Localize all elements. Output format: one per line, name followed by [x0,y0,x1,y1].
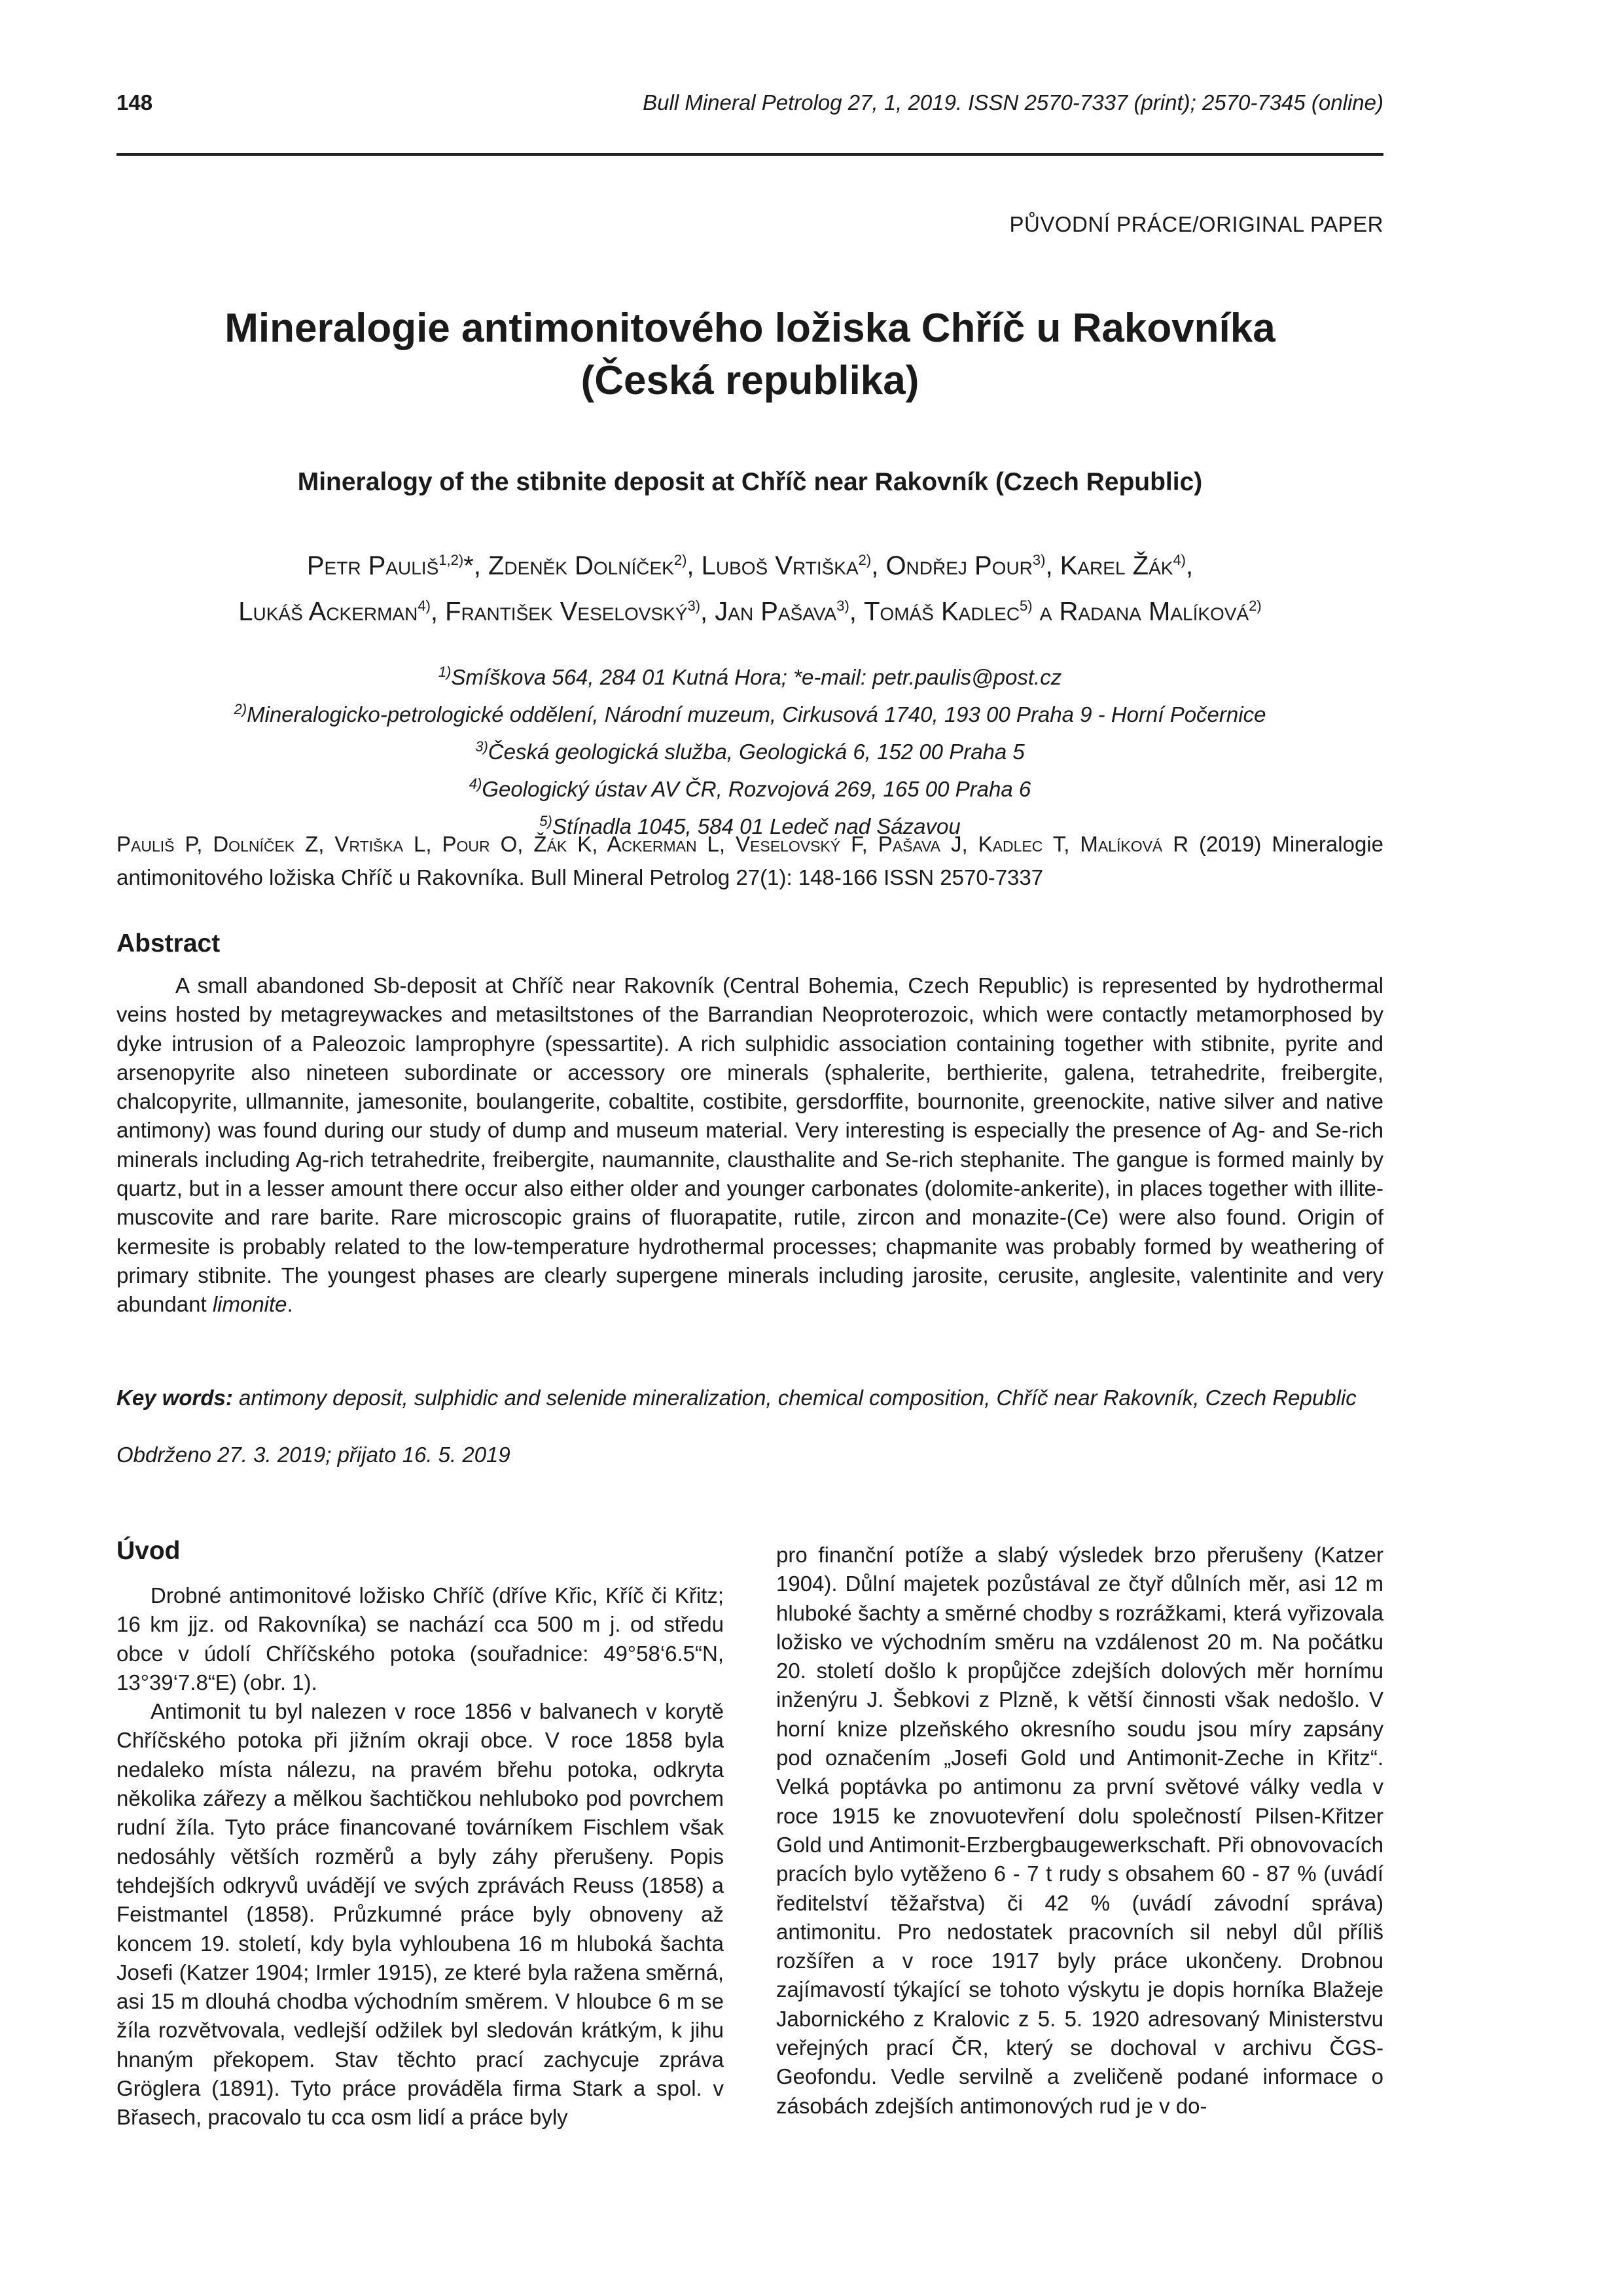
journal-citation-line: Bull Mineral Petrolog 27, 1, 2019. ISSN 2570-7337 (print); 2570-7345 (online) [643,90,1383,115]
paragraph: Antimonit tu byl nalezen v roce 1856 v balvanech v korytě Chříčského potoka při jižním okraji obce. V roce 1858 byla nedaleko místa nálezu, na pravém břehu potoka, odkryta několika zářezy a mělkou šachtičkou nehluboko pod povrchem rudní žíla. Tyto práce financované továrníkem Fischlem však nedosáhly větších rozměrů a byly záhy přerušeny. Popis tehdejších odkryvů uvádějí ve svých zprávách Reuss (1858) a Feistmantel (1858). Průzkumné práce byly obnoveny až koncem 19. století, kdy byla vyhloubena 16 m hluboká šachta Josefi (Katzer 1904; Irmler 1915), ze které byla ražena směrná, asi 15 m dlouhá chodba východním směrem. V hloubce 6 m se žíla rozvětvovala, vedlejší odžilek byl sledován krátkým, k jihu hnaným překopem. Stav těchto prací zachycuje zpráva Gröglera (1891). Tyto práce prováděla firma Stark a spol. v Břasech, pracovalo tu cca osm lidí a práce byly [116,1699,724,2130]
author-name: Petr Pauliš [306,551,439,581]
author-name: Tomáš Kadlec [864,597,1020,626]
article-title [116,302,1383,407]
author-conjunction: a [1039,597,1052,626]
author-affiliation-ref: 3) [687,598,701,615]
keywords-label: Key words: [116,1386,233,1410]
keywords [116,1382,1383,1413]
running-header [116,90,1383,123]
abstract-italic-term: limonite [212,1292,287,1317]
abstract-heading: Abstract [116,929,221,958]
corresponding-mark: * [463,551,474,581]
affiliation: $^{4)}$Geologický ústav AV ČR, Rozvojová 269, 165 00 Praha 6 [469,776,1031,801]
citation-authors: Pauliš P, Dolníček Z, Vrtiška L, Pour O, Žák K, Ackerman L, Veselovský F, Pašava J, Kadlec T, Malíková R [116,832,1189,856]
author-affiliation-ref: 4) [1173,552,1186,568]
author-affiliation-ref: 3) [836,598,849,615]
citation-details: (2019) Mineralogie antimonitového ložiska Chříč u Rakovníka. Bull Mineral Petrolog 27(1): 148-166 ISSN 2570-7337 [116,832,1383,889]
body-column-left [116,1535,724,2132]
abstract-text: A small abandoned Sb-deposit at Chříč near Rakovník (Central Bohemia, Czech Republic) is represented by hydrothermal veins hosted by metagreywackes and metasiltstones of the Barrandian Neoproterozoic, which were contactly metamorphosed by dyke intrusion of a Paleozoic lamprophyre (spessartite). A rich sulphidic association containing together with stibnite, pyrite and arsenopyrite also nineteen subordinate or accessory ore minerals (sphalerite, berthierite, galena, tetrahedrite, freibergite, chalcopyrite, ullmannite, jamesonite, boulangerite, cobaltite, costibite, gersdorffite, bournonite, greenockite, native silver and native antimony) was found during our study of dump and museum material. Very interesting is especially the presence of Ag- and Se-rich minerals including Ag-rich tetrahedrite, freibergite, naumannite, clausthalite and Se-rich stephanite. The gangue is formed mainly by quartz, but in a lesser amount there occur also either older and younger carbonates (dolomite-ankerite), in places together with illite-muscovite and rare barite. Rare microscopic grains of fluorapatite, rutile, zircon and monazite-(Ce) were also found. Origin of kermesite is probably related to the low-temperature hydrothermal processes; chapmanite was probably formed by weathering of primary stibnite. The youngest phases are clearly supergene minerals including jarosite, cerusite, anglesite, valentinite and very abundant limonite. [116,973,1383,1317]
author-name: František Veselovský [445,597,688,626]
title-line-2: (Česká republika) [580,358,919,403]
body-column-right [776,1541,1383,2121]
title-line-1: Mineralogie antimonitového ložiska Chříč u Rakovníka [224,306,1275,351]
received-dates: Obdrženo 27. 3. 2019; přijato 16. 5. 2019 [116,1443,510,1467]
author-affiliation-ref: 2) [1249,598,1262,615]
author-list [116,540,1383,632]
affiliation: $^{2)}$Mineralogicko-petrologické oddělení, Národní muzeum, Cirkusová 1740, 193 00 Praha 9 - Horní Počernice [234,701,1266,726]
author-affiliation-ref: 2) [858,552,872,568]
author-name: Lukáš Ackerman [238,597,418,626]
author-name: Ondřej Pour [885,551,1033,581]
author-name: Radana Malíková [1059,597,1249,626]
author-line-2: Lukáš Ackerman$^{4)}$, František Veselovský$^{3)}$, Jan Pašava$^{3)}$, Tomáš Kadlec$^{5)}$ a Radana Malíková$^{2)}$ [238,597,1262,626]
header-divider [116,153,1383,156]
affiliation: $^{3)}$Česká geologická služba, Geologická 6, 152 00 Praha 5 [475,738,1025,764]
article-citation [116,827,1383,894]
author-name: Karel Žák [1060,551,1173,581]
paragraph: pro finanční potíže a slabý výsledek brzo přerušeny (Katzer 1904). Důlní majetek pozůstával ze čtyř důlních měr, asi 12 m hluboké šachty a směrné chodby s rozrážkami, která vyřizovala ložisko ve východním směru na vzdálenost 20 m. Na počátku 20. století došlo k propůjčce zdejších dolových měr hornímu inženýru J. Šebkovi z Plzně, k větší činnosti však nedošlo. V horní knize plzeňského okresního soudu jsou míry zapsány pod označením „Josefi Gold und Antimonit-Zeche in Křitz“. Velká poptávka po antimonu za první světové války vedla v roce 1915 ke znovuotevření dolu společností Pilsen-Křitzer Gold und Antimonit-Erzbergbaugewerkschaft. Při obnovovacích pracích bylo vytěženo 6 - 7 t rudy s obsahem 60 - 87 % (uvádí ředitelství těžařstva) či 42 % (uvádí závodní správa) antimonitu. Pro nedostatek pracovních sil nebyl důl příliš rozšířen a v roce 1917 byly práce ukončeny. Drobnou zajímavostí týkající se tohoto výskytu je dopis horníka Blažeje Jabornického z Kralovic z 5. 5. 1920 adresovaný Ministerstvu veřejných prací ČR, který se dochoval v archivu ČGS-Geofondu. Vedle servilně a zveličeně podané informace o zásobách zdejších antimonových rud je v do- [776,1543,1383,2118]
author-affiliation-ref: 3) [1032,552,1046,568]
author-name: Zdeněk Dolníček [488,551,674,581]
english-title: Mineralogy of the stibnite deposit at Chříč near Rakovník (Czech Republic) [297,468,1203,496]
article-type-label: PŮVODNÍ PRÁCE/ORIGINAL PAPER [1009,212,1383,236]
affiliation: $^{1)}$Smíškova 564, 284 01 Kutná Hora; *e-mail: petr.paulis@post.cz [438,664,1062,689]
affiliation-list [116,656,1383,842]
keywords-text: antimony deposit, sulphidic and selenide mineralization, chemical composition, Chříč near Rakovník, Czech Republic [232,1386,1357,1410]
author-line-1: Petr Pauliš$^{1,2)}$*, Zdeněk Dolníček$^{2)}$, Luboš Vrtiška$^{2)}$, Ondřej Pour$^{3)}$, Karel Žák$^{4)}$, [306,551,1194,581]
author-name: Jan Pašava [715,597,837,626]
page-number: 148 [116,90,153,115]
paragraph: Drobné antimonitové ložisko Chříč (dříve Křic, Kříč či Křitz; 16 km jjz. od Rakovníka) se nachází cca 500 m j. od středu obce v údolí Chříčského potoka (souřadnice: 49°58‘6.5“N, 13°39‘7.8“E) (obr. 1). [116,1583,724,1695]
affiliation: $^{5)}$Stínadla 1045, 584 01 Ledeč nad Sázavou [539,813,961,838]
author-affiliation-ref: 2) [673,552,687,568]
section-heading: Úvod [116,1537,181,1565]
author-affiliation-ref: 4) [418,598,431,615]
author-affiliation-ref: 1,2) [438,552,464,568]
author-affiliation-ref: 5) [1020,598,1033,615]
author-name: Luboš Vrtiška [701,551,859,581]
